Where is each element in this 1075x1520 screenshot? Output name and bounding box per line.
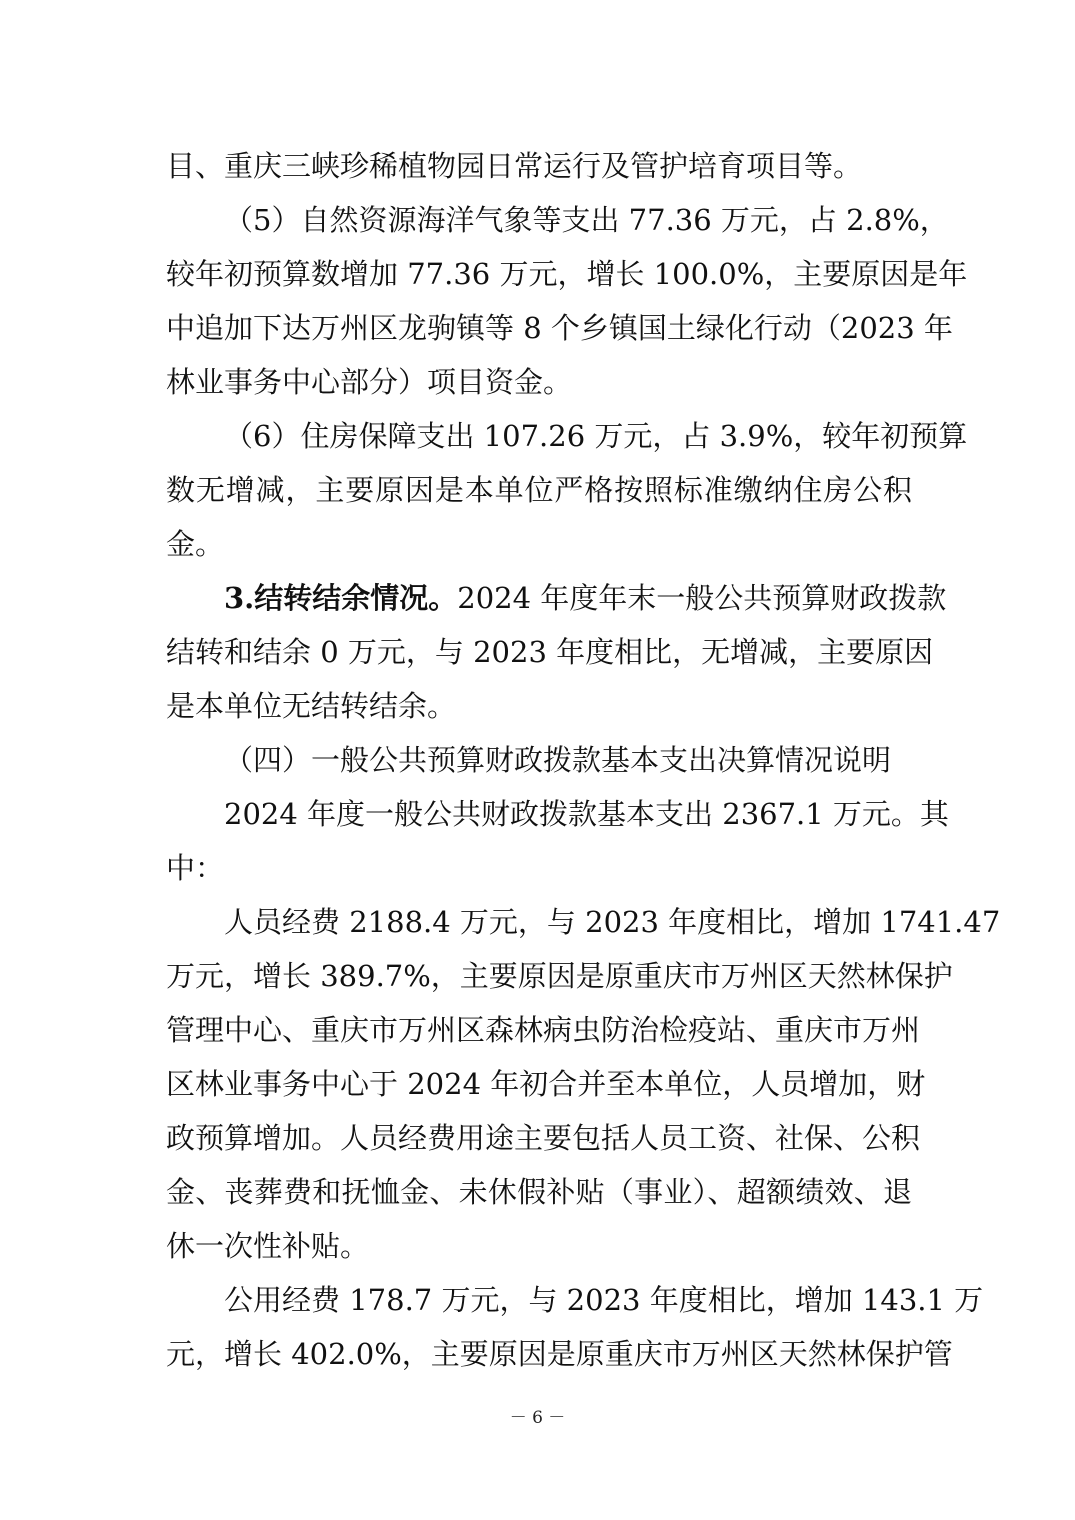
body-line-14: 中：: [166, 851, 225, 885]
carryover-heading: 3.结转结余情况。: [224, 581, 458, 615]
body-line-7: 数无增减，主要原因是本单位严格按照标准缴纳住房公积: [166, 473, 912, 507]
body-line-13: 2024 年度一般公共财政拨款基本支出 2367.1 万元。其: [224, 797, 949, 831]
body-line-11: 是本单位无结转结余。: [166, 689, 457, 723]
body-line-18: 区林业事务中心于 2024 年初合并至本单位，人员增加，财: [166, 1067, 926, 1101]
body-line-8: 金。: [166, 527, 225, 561]
body-line-5: 林业事务中心部分）项目资金。: [166, 365, 573, 399]
body-line-10: 结转和结余 0 万元，与 2023 年度相比，无增减，主要原因: [166, 635, 934, 669]
body-line-3: 较年初预算数增加 77.36 万元，增长 100.0%，主要原因是年: [166, 257, 968, 291]
body-line-2: （5）自然资源海洋气象等支出 77.36 万元，占 2.8%，: [224, 203, 949, 237]
page-number: － 6 －: [509, 1408, 566, 1428]
body-line-16: 万元，增长 389.7%，主要原因是原重庆市万州区天然林保护: [166, 959, 953, 993]
carryover-paragraph-line: [224, 580, 947, 616]
body-line-4: 中追加下达万州区龙驹镇等 8 个乡镇国土绿化行动（2023 年: [166, 311, 953, 345]
body-line-6: （6）住房保障支出 107.26 万元，占 3.9%，较年初预算: [224, 419, 968, 453]
body-line-21: 休一次性补贴。: [166, 1229, 370, 1263]
section-heading: （四）一般公共预算财政拨款基本支出决算情况说明: [224, 743, 892, 777]
carryover-text: 2024 年度年末一般公共预算财政拨款: [457, 581, 947, 615]
body-line-1: 目、重庆三峡珍稀植物园日常运行及管护培育项目等。: [166, 149, 863, 183]
body-line-17: 管理中心、重庆市万州区森林病虫防治检疫站、重庆市万州: [166, 1013, 921, 1047]
body-line-15: 人员经费 2188.4 万元，与 2023 年度相比，增加 1741.47: [224, 905, 1001, 939]
body-line-22: 公用经费 178.7 万元，与 2023 年度相比，增加 143.1 万: [224, 1283, 984, 1317]
body-line-19: 政预算增加。人员经费用途主要包括人员工资、社保、公积: [166, 1121, 921, 1155]
body-line-20: 金、丧葬费和抚恤金、未休假补贴（事业）、超额绩效、退: [166, 1175, 912, 1209]
body-line-23: 元，增长 402.0%，主要原因是原重庆市万州区天然林保护管: [166, 1337, 953, 1371]
